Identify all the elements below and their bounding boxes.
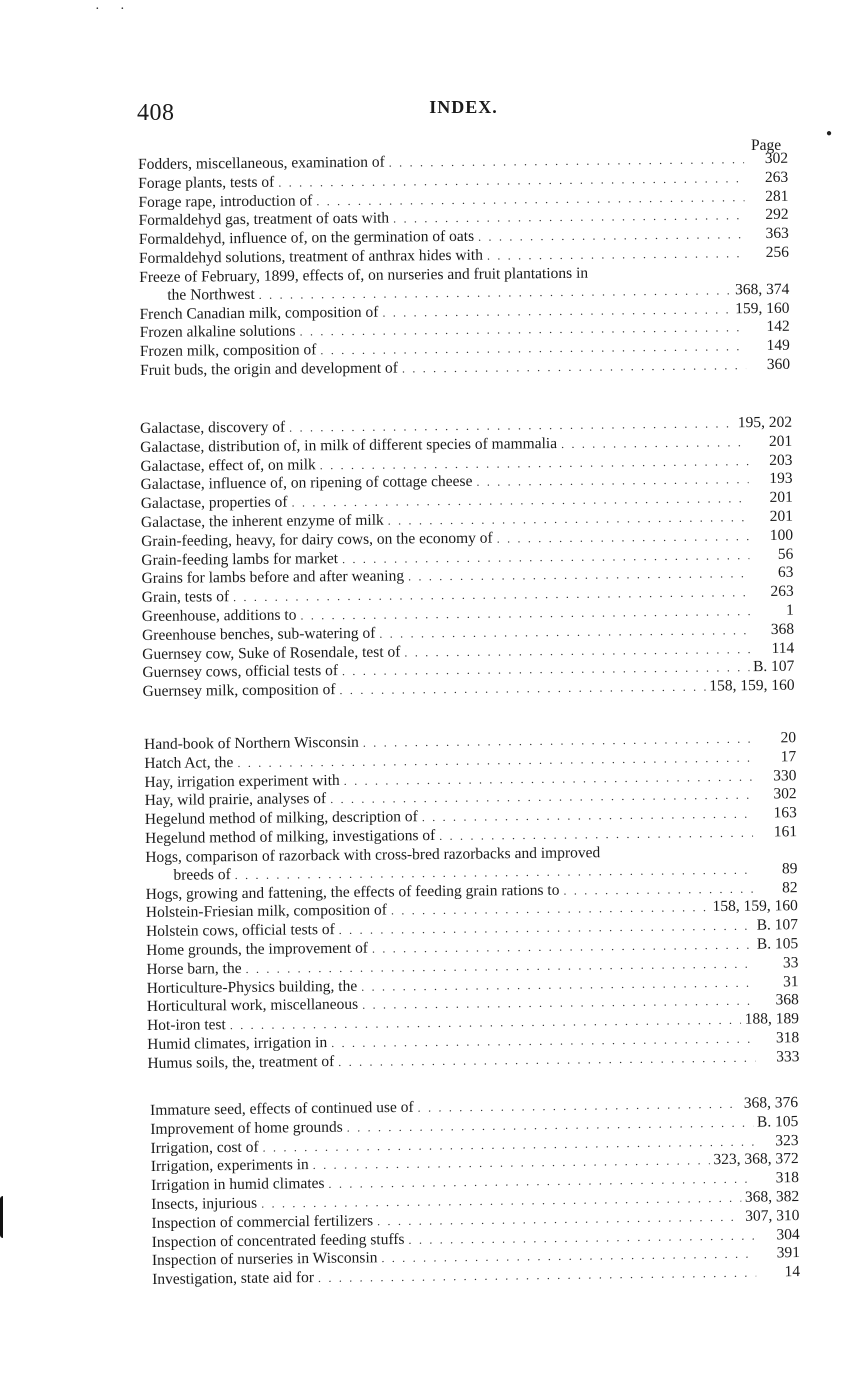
- index-entry-term: Galactase, properties of: [140, 493, 288, 513]
- index-entry-term: Greenhouse benches, sub-watering of: [141, 624, 376, 644]
- index-entry-term: Hay, wild prairie, analyses of: [144, 790, 327, 810]
- binding-mark: [0, 1196, 9, 1238]
- index-entry-term: French Canadian milk, composition of: [139, 303, 379, 323]
- scan-speck: ●: [826, 128, 833, 139]
- index-entry-term: Forage plants, tests of: [138, 173, 275, 192]
- index-entry-term: Insects, injurious: [151, 1194, 258, 1213]
- index-entry-pages: 142: [766, 318, 790, 336]
- index-entry-term: Galactase, influence of, on ripening of cottage cheese: [140, 473, 473, 494]
- index-entry-term: Frozen alkaline solutions: [139, 322, 296, 342]
- index-entry-term: Humus soils, the, treatment of: [147, 1052, 335, 1072]
- index-entry-term: Humid climates, irrigation in: [147, 1034, 328, 1053]
- index-entry-term: Formaldehyd, influence of, on the germination of oats: [138, 227, 475, 249]
- index-entry-pages: 360: [766, 355, 791, 373]
- dot-leader: [339, 678, 705, 700]
- page-number: 408: [137, 100, 175, 126]
- index-entry-term: Guernsey milk, composition of: [142, 681, 336, 701]
- index-entry-pages: 1: [786, 601, 794, 619]
- index-entry-term: Immature seed, effects of continued use of: [150, 1098, 414, 1119]
- index-entry-pages: B. 105: [756, 935, 799, 953]
- index-entry-pages: 333: [776, 1047, 800, 1066]
- index-entry-pages: 31: [783, 972, 799, 990]
- index-entry-pages: 203: [769, 451, 793, 469]
- index-entry-term: Home grounds, the improvement of: [146, 939, 369, 959]
- index-entry-pages: 201: [769, 488, 793, 507]
- dot-leader: [391, 898, 709, 919]
- index-entry-pages: 292: [765, 206, 789, 224]
- dot-leader: [487, 244, 745, 264]
- dot-leader: [563, 879, 753, 899]
- index-entry-term: Formaldehyd gas, treatment of oats with: [138, 209, 390, 230]
- index-entry-pages: 201: [769, 507, 794, 525]
- index-entry-pages: 100: [769, 526, 794, 544]
- index-entry-pages: 323, 368, 372: [713, 1150, 799, 1169]
- index-entry-pages: 20: [780, 729, 797, 747]
- dot-leader: [439, 824, 753, 845]
- index-entry-pages: 33: [782, 953, 799, 972]
- index-entry-pages: 158, 159, 160: [709, 676, 795, 695]
- dot-leader: [382, 300, 731, 321]
- index-entry-pages: 368, 376: [743, 1094, 799, 1112]
- index-entry-pages: 195, 202: [737, 413, 793, 432]
- index-entry-pages: 201: [768, 432, 793, 450]
- index-entry-term: Grain-feeding lambs for market: [141, 549, 339, 569]
- scan-speck: ·: [120, 2, 125, 17]
- index-entry-term: Frozen milk, composition of: [139, 341, 317, 361]
- dot-leader: [402, 356, 746, 377]
- index-entry-term: Galactase, distribution of, in milk of different species of mammalia: [140, 434, 558, 456]
- index-entry-term: Galactase, effect of, on milk: [140, 455, 316, 475]
- index-entry-term: Holstein-Friesian milk, composition of: [145, 901, 388, 922]
- index-entry-term: Inspection of commercial fertilizers: [151, 1212, 374, 1232]
- dot-leader: [408, 565, 750, 586]
- index-entry-pages: 56: [777, 545, 794, 563]
- index-entry-term: Irrigation in humid climates: [150, 1175, 325, 1195]
- dot-leader: [393, 207, 745, 228]
- index-entry-pages: 307, 310: [745, 1206, 800, 1225]
- index-entry-term: Hot-iron test: [146, 1016, 226, 1035]
- index-entry-term: Investigation, state aid for: [152, 1269, 315, 1289]
- dot-leader: [404, 640, 750, 661]
- index-entry-pages: 256: [765, 243, 790, 261]
- index-section-g: [140, 414, 795, 702]
- index-entry-pages: 158, 159, 160: [712, 897, 798, 916]
- index-entry-pages: 89: [781, 859, 798, 878]
- index-entry-term: Grains for lambs before and after weaning: [141, 567, 405, 588]
- index-entry-pages: B. 107: [756, 916, 799, 934]
- index-entry-pages: 193: [769, 470, 793, 488]
- index-entry-term: Inspection of concentrated feeding stuffs: [151, 1230, 405, 1251]
- index-entry-pages: 391: [776, 1244, 800, 1262]
- index-entry-term: Hand-book of Northern Wisconsin: [144, 733, 359, 753]
- dot-leader: [379, 621, 750, 643]
- index-entry-continuation: breeds of: [173, 865, 231, 884]
- index-entry-term: Grain-feeding, heavy, for dairy cows, on the economy of: [141, 529, 493, 550]
- dot-leader: [497, 527, 750, 547]
- index-entry-term: Galactase, the inherent enzyme of milk: [140, 511, 384, 531]
- page-column-label: Page: [751, 137, 782, 154]
- index-entry-pages: 149: [766, 336, 790, 355]
- index-entry-pages: 63: [777, 564, 794, 582]
- index-entry-term: Horticulture-Physics building, the: [146, 977, 358, 997]
- index-entry-pages: 368, 382: [744, 1188, 800, 1206]
- index-entry-pages: 159, 160: [735, 299, 790, 317]
- index-entry-term: Irrigation, cost of: [150, 1138, 259, 1157]
- index-entry-term: Freeze of February, 1899, effects of, on nurseries and fruit plantations in: [139, 264, 589, 286]
- index-entry-pages: 368: [770, 620, 795, 638]
- index-entry-term: Hatch Act, the: [144, 753, 234, 772]
- dot-leader: [338, 1048, 755, 1070]
- index-entry-term: Holstein cows, official tests of: [145, 921, 335, 941]
- index-entry-term: Forage rape, introduction of: [138, 191, 313, 211]
- dot-leader: [422, 805, 753, 826]
- index-entry-term: Greenhouse, additions to: [141, 606, 297, 625]
- index-entry-term: Formaldehyd solutions, treatment of anthrax hides with: [138, 246, 484, 267]
- index-entry-term: Horse barn, the: [146, 959, 242, 978]
- index-entry-term: Hogs, comparison of razorback with cross-bred razorbacks and improved: [145, 844, 601, 866]
- index-entry-term: Inspection of nurseries in Wisconsin: [151, 1249, 378, 1270]
- index-entry-pages: 188, 189: [744, 1010, 800, 1028]
- index-entry-pages: 263: [770, 582, 794, 601]
- index-entry-term: Fruit buds, the origin and development of: [139, 359, 399, 379]
- index-entry-pages: 14: [784, 1263, 801, 1281]
- index-entry-pages: 163: [773, 804, 797, 822]
- index-entry-term: Hogs, growing and fattening, the effects of feeding grain rations to: [145, 881, 560, 903]
- index-entry-continuation: the Northwest: [167, 285, 255, 304]
- index-entry-term: Fodders, miscellaneous, examination of: [138, 153, 385, 173]
- index-section-h: [144, 729, 799, 1073]
- index-entry-term: Guernsey cows, official tests of: [142, 662, 339, 682]
- index-entry-term: Horticultural work, miscellaneous: [146, 996, 359, 1016]
- index-entry-term: Guernsey cow, Suke of Rosendale, test of: [142, 643, 401, 663]
- scan-speck: ·: [95, 2, 100, 17]
- running-head: INDEX.: [429, 97, 498, 117]
- dot-leader: [478, 225, 745, 246]
- index-entry-pages: 82: [782, 878, 798, 896]
- index-entry-term: Hay, irrigation experiment with: [144, 771, 340, 791]
- dot-leader: [561, 433, 748, 453]
- index-section-f: [138, 150, 790, 381]
- index-entry-term: Galactase, discovery of: [140, 418, 286, 437]
- index-entry-pages: 330: [773, 766, 797, 785]
- index-entry-pages: 161: [773, 823, 798, 841]
- index-entry-pages: 17: [780, 747, 797, 766]
- index-entry-term: Hegelund method of milking, description of: [144, 808, 418, 829]
- index-entry-pages: 302: [773, 785, 797, 803]
- index-entry-pages: 114: [771, 639, 795, 657]
- index-section-i: [150, 1094, 800, 1290]
- index-entry-pages: 323: [775, 1131, 799, 1149]
- index-entry-pages: 304: [776, 1225, 800, 1243]
- index-entry-pages: 363: [765, 224, 789, 243]
- index-entry-pages: 318: [775, 1029, 800, 1047]
- dot-leader: [388, 508, 749, 529]
- index-entry-pages: 263: [764, 168, 789, 186]
- index-entry-pages: B. 105: [756, 1112, 799, 1131]
- index-entry-pages: 302: [764, 149, 789, 167]
- index-entry-term: Grain, tests of: [141, 588, 230, 607]
- index-entry-pages: 368, 374: [734, 280, 790, 299]
- index-entry-pages: 368: [775, 991, 799, 1009]
- index-entry-term: Hegelund method of milking, investigations of: [144, 826, 436, 847]
- index-entry-term: Irrigation, experiments in: [150, 1156, 309, 1176]
- index-entry-term: Improvement of home grounds: [150, 1118, 343, 1138]
- dot-leader: [389, 150, 745, 171]
- dot-leader: [476, 471, 748, 492]
- index-entry-pages: 281: [765, 187, 789, 205]
- index-entry-pages: 318: [775, 1169, 800, 1187]
- index-entry-pages: B. 107: [752, 658, 795, 676]
